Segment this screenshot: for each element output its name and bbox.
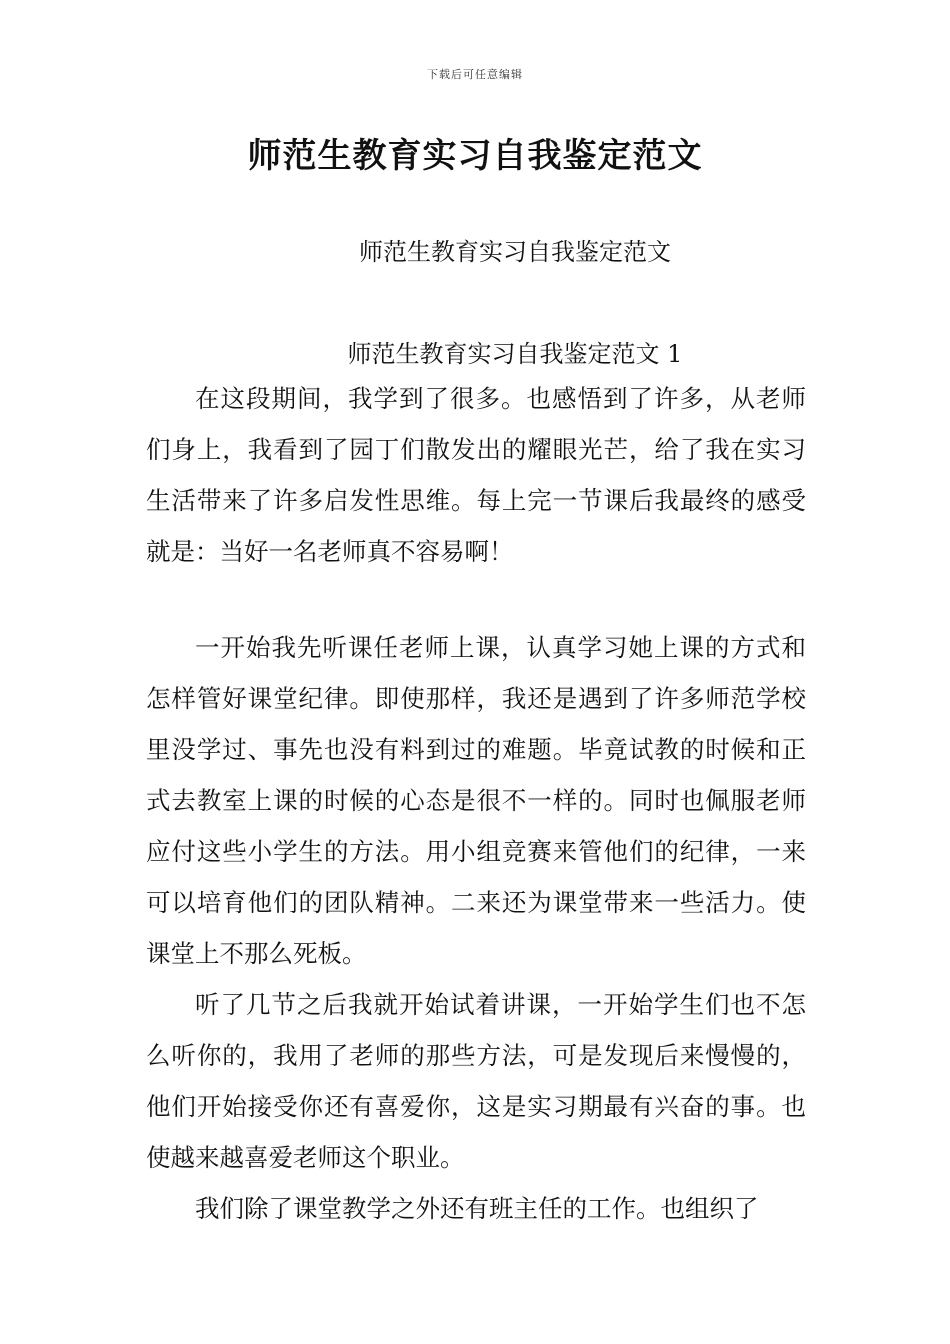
body-block-2 [146,622,806,1234]
header-note: 下载后可任意编辑 [427,68,523,81]
document-subtitle: 师范生教育实习自我鉴定范文 [359,238,671,266]
paragraph-1: 在这段期间，我学到了很多。也感悟到了许多，从老师们身上，我看到了园丁们散发出的耀眼光芒，给了我在实习生活带来了许多启发性思维。每上完一节课后我最终的感受就是：当好一名老师真不容易啊！ [146,384,806,566]
paragraph-2: 一开始我先听课任老师上课，认真学习她上课的方式和怎样管好课堂纪律。即使那样，我还是遇到了许多师范学校里没学过、事先也没有料到过的难题。毕竟试教的时候和正式去教室上课的时候的心态是很不一样的。同时也佩服老师应付这些小学生的方法。用小组竞赛来管他们的纪律，一来可以培育他们的团队精神。二来还为课堂带来一些活力。使课堂上不那么死板。 [146,633,806,968]
document-title: 师范生教育实习自我鉴定范文 [247,136,703,176]
body-block-1 [146,373,806,577]
section-heading: 师范生教育实习自我鉴定范文 1 [347,340,683,368]
paragraph-3: 听了几节之后我就开始试着讲课，一开始学生们也不怎么听你的，我用了老师的那些方法，可是发现后来慢慢的，他们开始接受你还有喜爱你，这是实习期最有兴奋的事。也使越来越喜爱老师这个职业。 [146,990,806,1172]
paragraph-4: 我们除了课堂教学之外还有班主任的工作。也组织了 [195,1194,759,1223]
